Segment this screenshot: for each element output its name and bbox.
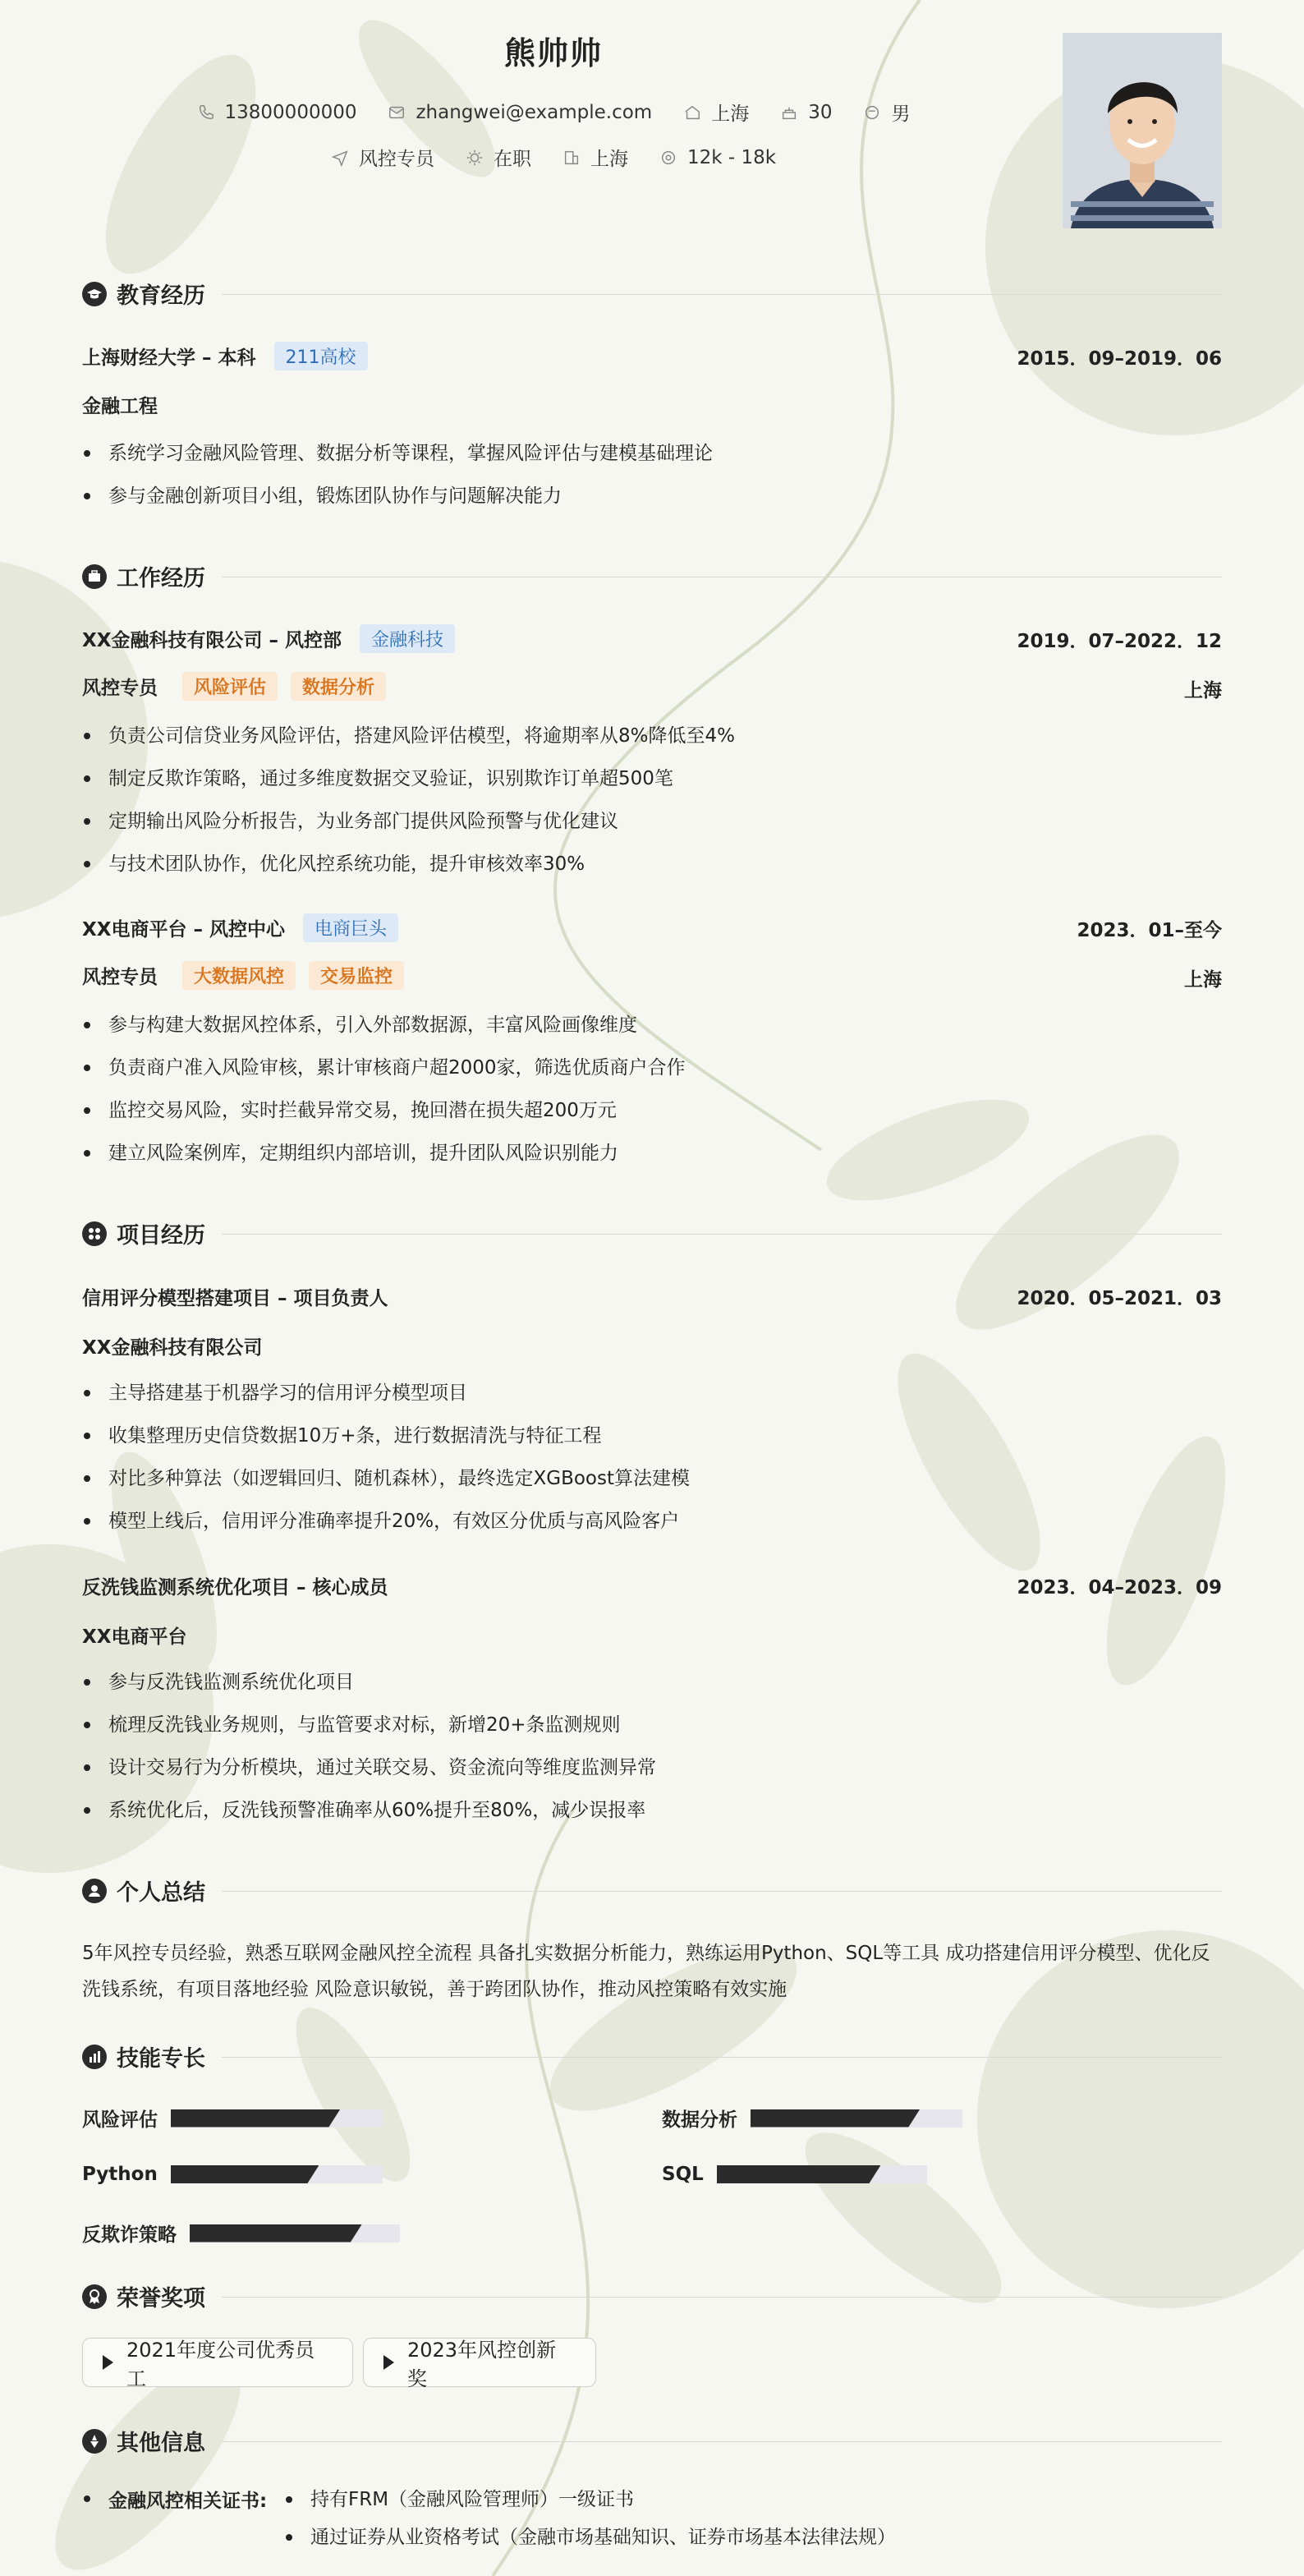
section-divider bbox=[222, 1234, 1222, 1235]
section-divider bbox=[222, 1891, 1222, 1892]
section-summary-label: 个人总结 bbox=[117, 1880, 205, 1906]
list-item: 持有FRM（金融风险管理师）一级证书 bbox=[284, 2481, 896, 2518]
section-honors-label: 荣誉奖项 bbox=[117, 2286, 205, 2312]
school-tag: 211高校 bbox=[274, 342, 368, 370]
status-item bbox=[466, 144, 531, 171]
company-tag: 金融科技 bbox=[360, 624, 455, 653]
list-item: 制定反欺诈策略，通过多维度数据交叉验证，识别欺诈订单超500笔 bbox=[82, 757, 1222, 800]
gender-text: 男 bbox=[891, 104, 911, 125]
skill-name: Python bbox=[82, 2164, 158, 2185]
email-text: zhangwei@example.com bbox=[416, 101, 653, 123]
project-bullets-2 bbox=[82, 1661, 1222, 1832]
list-item: 定期输出风险分析报告，为业务部门提供风险预警与优化建议 bbox=[82, 800, 1222, 843]
job-intent-row bbox=[0, 144, 1107, 171]
play-icon bbox=[383, 2355, 394, 2370]
work-company-2 bbox=[82, 913, 398, 942]
building-icon bbox=[562, 149, 581, 167]
education-bullets bbox=[82, 432, 1222, 518]
list-item: 参与金融创新项目小组，锻炼团队协作与问题解决能力 bbox=[82, 475, 1222, 518]
honor-badge bbox=[363, 2338, 596, 2390]
project-org-2: XX电商平台 bbox=[82, 1626, 187, 1648]
skill-name: 风险评估 bbox=[82, 2109, 158, 2131]
mail-icon bbox=[388, 104, 406, 122]
target-city-item bbox=[562, 144, 628, 171]
avatar bbox=[1063, 33, 1222, 228]
email-item bbox=[388, 102, 652, 123]
education-major: 金融工程 bbox=[82, 396, 158, 417]
award-icon bbox=[82, 2284, 107, 2309]
company-name: XX电商平台 – 风控中心 bbox=[82, 919, 285, 941]
summary-text: 5年风控专员经验，熟悉互联网金融风控全流程 具备扎实数据分析能力，熟练运用Python、SQL等工具 成功搭建信用评分模型、优化反洗钱系统，有项目落地经验 风险意识敏锐，善于跨团队协作，推动风控策略有效实施 bbox=[82, 1943, 1210, 2000]
work-bullets-2 bbox=[82, 1004, 1222, 1175]
candidate-name: 熊帅帅 bbox=[503, 35, 603, 71]
skill-item bbox=[82, 2164, 383, 2185]
section-education-title bbox=[82, 278, 205, 310]
list-item: 建立风险案例库，定期组织内部培训，提升团队风险识别能力 bbox=[82, 1132, 1222, 1175]
school-name: 上海财经大学 – 本科 bbox=[82, 347, 256, 369]
send-icon bbox=[331, 149, 349, 167]
work-location-1: 上海 bbox=[1184, 680, 1222, 702]
list-item: 设计交易行为分析模块，通过关联交易、资金流向等维度监测异常 bbox=[82, 1746, 1222, 1789]
skill-name: SQL bbox=[662, 2164, 704, 2185]
list-item: 参与反洗钱监测系统优化项目 bbox=[82, 1661, 1222, 1704]
skill-level-fill bbox=[171, 2165, 319, 2183]
section-divider bbox=[222, 2441, 1222, 2442]
honor-badge bbox=[82, 2338, 353, 2390]
phone-item bbox=[197, 102, 357, 123]
skill-tag: 交易监控 bbox=[309, 961, 404, 990]
play-icon bbox=[103, 2355, 113, 2370]
project-org-1: XX金融科技有限公司 bbox=[82, 1337, 263, 1359]
section-divider bbox=[222, 294, 1222, 295]
list-item: 系统优化后，反洗钱预警准确率从60%提升至80%，减少误报率 bbox=[82, 1789, 1222, 1832]
contact-row bbox=[0, 99, 1107, 126]
age-item bbox=[780, 102, 832, 123]
age-text: 30 bbox=[808, 101, 833, 123]
gender-item bbox=[863, 99, 910, 126]
skill-item bbox=[662, 2104, 962, 2132]
work-company-1 bbox=[82, 624, 455, 653]
section-projects-title bbox=[82, 1217, 205, 1249]
city-item bbox=[683, 99, 749, 126]
certificate-list bbox=[284, 2481, 896, 2556]
coin-icon bbox=[659, 149, 677, 167]
role-name: 风控专员 bbox=[82, 678, 158, 699]
skill-level-fill bbox=[171, 2109, 340, 2128]
education-school bbox=[82, 342, 368, 370]
list-item: 主导搭建基于机器学习的信用评分模型项目 bbox=[82, 1372, 1222, 1414]
list-item: 监控交易风险，实时拦截异常交易，挽回潜在损失超200万元 bbox=[82, 1089, 1222, 1132]
skill-name: 反欺诈策略 bbox=[82, 2224, 177, 2246]
skill-item bbox=[82, 2220, 400, 2247]
section-work-label: 工作经历 bbox=[117, 566, 205, 591]
status-text: 在职 bbox=[493, 149, 531, 170]
home-icon bbox=[683, 104, 701, 122]
honor-text: 2021年度公司优秀员工 bbox=[126, 2339, 315, 2390]
skill-item bbox=[662, 2164, 927, 2185]
work-role-1 bbox=[82, 672, 386, 701]
sun-icon bbox=[466, 149, 484, 167]
skill-level-bar bbox=[717, 2165, 927, 2183]
project-title-2: 反洗钱监测系统优化项目 – 核心成员 bbox=[82, 1577, 388, 1598]
education-date: 2015．09–2019．06 bbox=[1017, 348, 1222, 370]
briefcase-icon bbox=[82, 564, 107, 589]
profile-photo bbox=[1063, 33, 1222, 228]
target-city-text: 上海 bbox=[590, 149, 628, 170]
graduation-cap-icon bbox=[82, 282, 107, 306]
skill-level-bar bbox=[751, 2109, 962, 2128]
job-item bbox=[331, 144, 434, 171]
list-item: 与技术团队协作，优化风控系统功能，提升审核效率30% bbox=[82, 843, 1222, 886]
section-other-title bbox=[82, 2425, 205, 2457]
work-bullets-1 bbox=[82, 715, 1222, 886]
skill-name: 数据分析 bbox=[662, 2109, 737, 2131]
skill-level-bar bbox=[171, 2109, 383, 2128]
section-summary-title bbox=[82, 1874, 205, 1907]
cake-icon bbox=[780, 104, 798, 122]
section-other-label: 其他信息 bbox=[117, 2431, 205, 2456]
skill-level-fill bbox=[190, 2224, 362, 2242]
skill-item bbox=[82, 2104, 383, 2132]
skill-level-fill bbox=[751, 2109, 920, 2128]
company-tag: 电商巨头 bbox=[303, 913, 398, 942]
skill-level-bar bbox=[190, 2224, 400, 2242]
section-education-label: 教育经历 bbox=[117, 283, 205, 309]
list-item: 对比多种算法（如逻辑回归、随机森林），最终选定XGBoost算法建模 bbox=[82, 1457, 1222, 1500]
list-item: 负责公司信贷业务风险评估，搭建风险评估模型，将逾期率从8%降低至4% bbox=[82, 715, 1222, 757]
salary-item bbox=[659, 147, 776, 168]
grid-icon bbox=[82, 1221, 107, 1246]
section-skills-title bbox=[82, 2040, 205, 2072]
list-item: 负责商户准入风险审核，累计审核商户超2000家，筛选优质商户合作 bbox=[82, 1046, 1222, 1089]
work-date-2: 2023．01–至今 bbox=[1077, 920, 1222, 941]
list-item: 梳理反洗钱业务规则，与监管要求对标，新增20+条监测规则 bbox=[82, 1704, 1222, 1746]
project-date-1: 2020．05–2021．03 bbox=[1017, 1288, 1222, 1309]
user-icon bbox=[82, 1879, 107, 1903]
section-honors-title bbox=[82, 2280, 205, 2312]
certificate-label: 金融风控相关证书: bbox=[82, 2486, 267, 2513]
list-item: 参与构建大数据风控体系，引入外部数据源，丰富风险画像维度 bbox=[82, 1004, 1222, 1046]
list-item: 模型上线后，信用评分准确率提升20%，有效区分优质与高风险客户 bbox=[82, 1500, 1222, 1543]
city-text: 上海 bbox=[711, 104, 750, 125]
bar-chart-icon bbox=[82, 2045, 107, 2069]
section-divider bbox=[222, 2297, 1222, 2298]
skill-tag: 数据分析 bbox=[291, 672, 386, 701]
job-text: 风控专员 bbox=[358, 149, 434, 170]
list-item: 收集整理历史信贷数据10万+条，进行数据清洗与特征工程 bbox=[82, 1414, 1222, 1457]
company-name: XX金融科技有限公司 – 风控部 bbox=[82, 630, 342, 651]
work-location-2: 上海 bbox=[1184, 969, 1222, 991]
list-item: 系统学习金融风险管理、数据分析等课程，掌握风险评估与建模基础理论 bbox=[82, 432, 1222, 475]
project-title-1: 信用评分模型搭建项目 – 项目负责人 bbox=[82, 1288, 388, 1309]
gender-icon bbox=[863, 104, 881, 122]
section-skills-label: 技能专长 bbox=[117, 2046, 205, 2072]
section-projects-label: 项目经历 bbox=[117, 1223, 205, 1249]
skill-level-fill bbox=[717, 2165, 881, 2183]
skill-level-bar bbox=[171, 2165, 383, 2183]
project-date-2: 2023．04–2023．09 bbox=[1017, 1577, 1222, 1598]
info-icon bbox=[82, 2429, 107, 2454]
role-name: 风控专员 bbox=[82, 967, 158, 988]
phone-text: 13800000000 bbox=[224, 101, 357, 123]
phone-icon bbox=[197, 104, 215, 122]
work-date-1: 2019．07–2022．12 bbox=[1017, 631, 1222, 652]
skill-tag: 大数据风控 bbox=[182, 961, 296, 990]
list-item: 通过证券从业资格考试（金融市场基础知识、证券市场基本法律法规） bbox=[284, 2518, 896, 2556]
work-role-2 bbox=[82, 961, 404, 990]
section-divider bbox=[222, 2057, 1222, 2058]
section-work-title bbox=[82, 560, 205, 592]
project-bullets-1 bbox=[82, 1372, 1222, 1543]
skill-tag: 风险评估 bbox=[182, 672, 278, 701]
salary-text: 12k - 18k bbox=[686, 146, 777, 168]
honor-text: 2023年风控创新奖 bbox=[407, 2339, 557, 2390]
